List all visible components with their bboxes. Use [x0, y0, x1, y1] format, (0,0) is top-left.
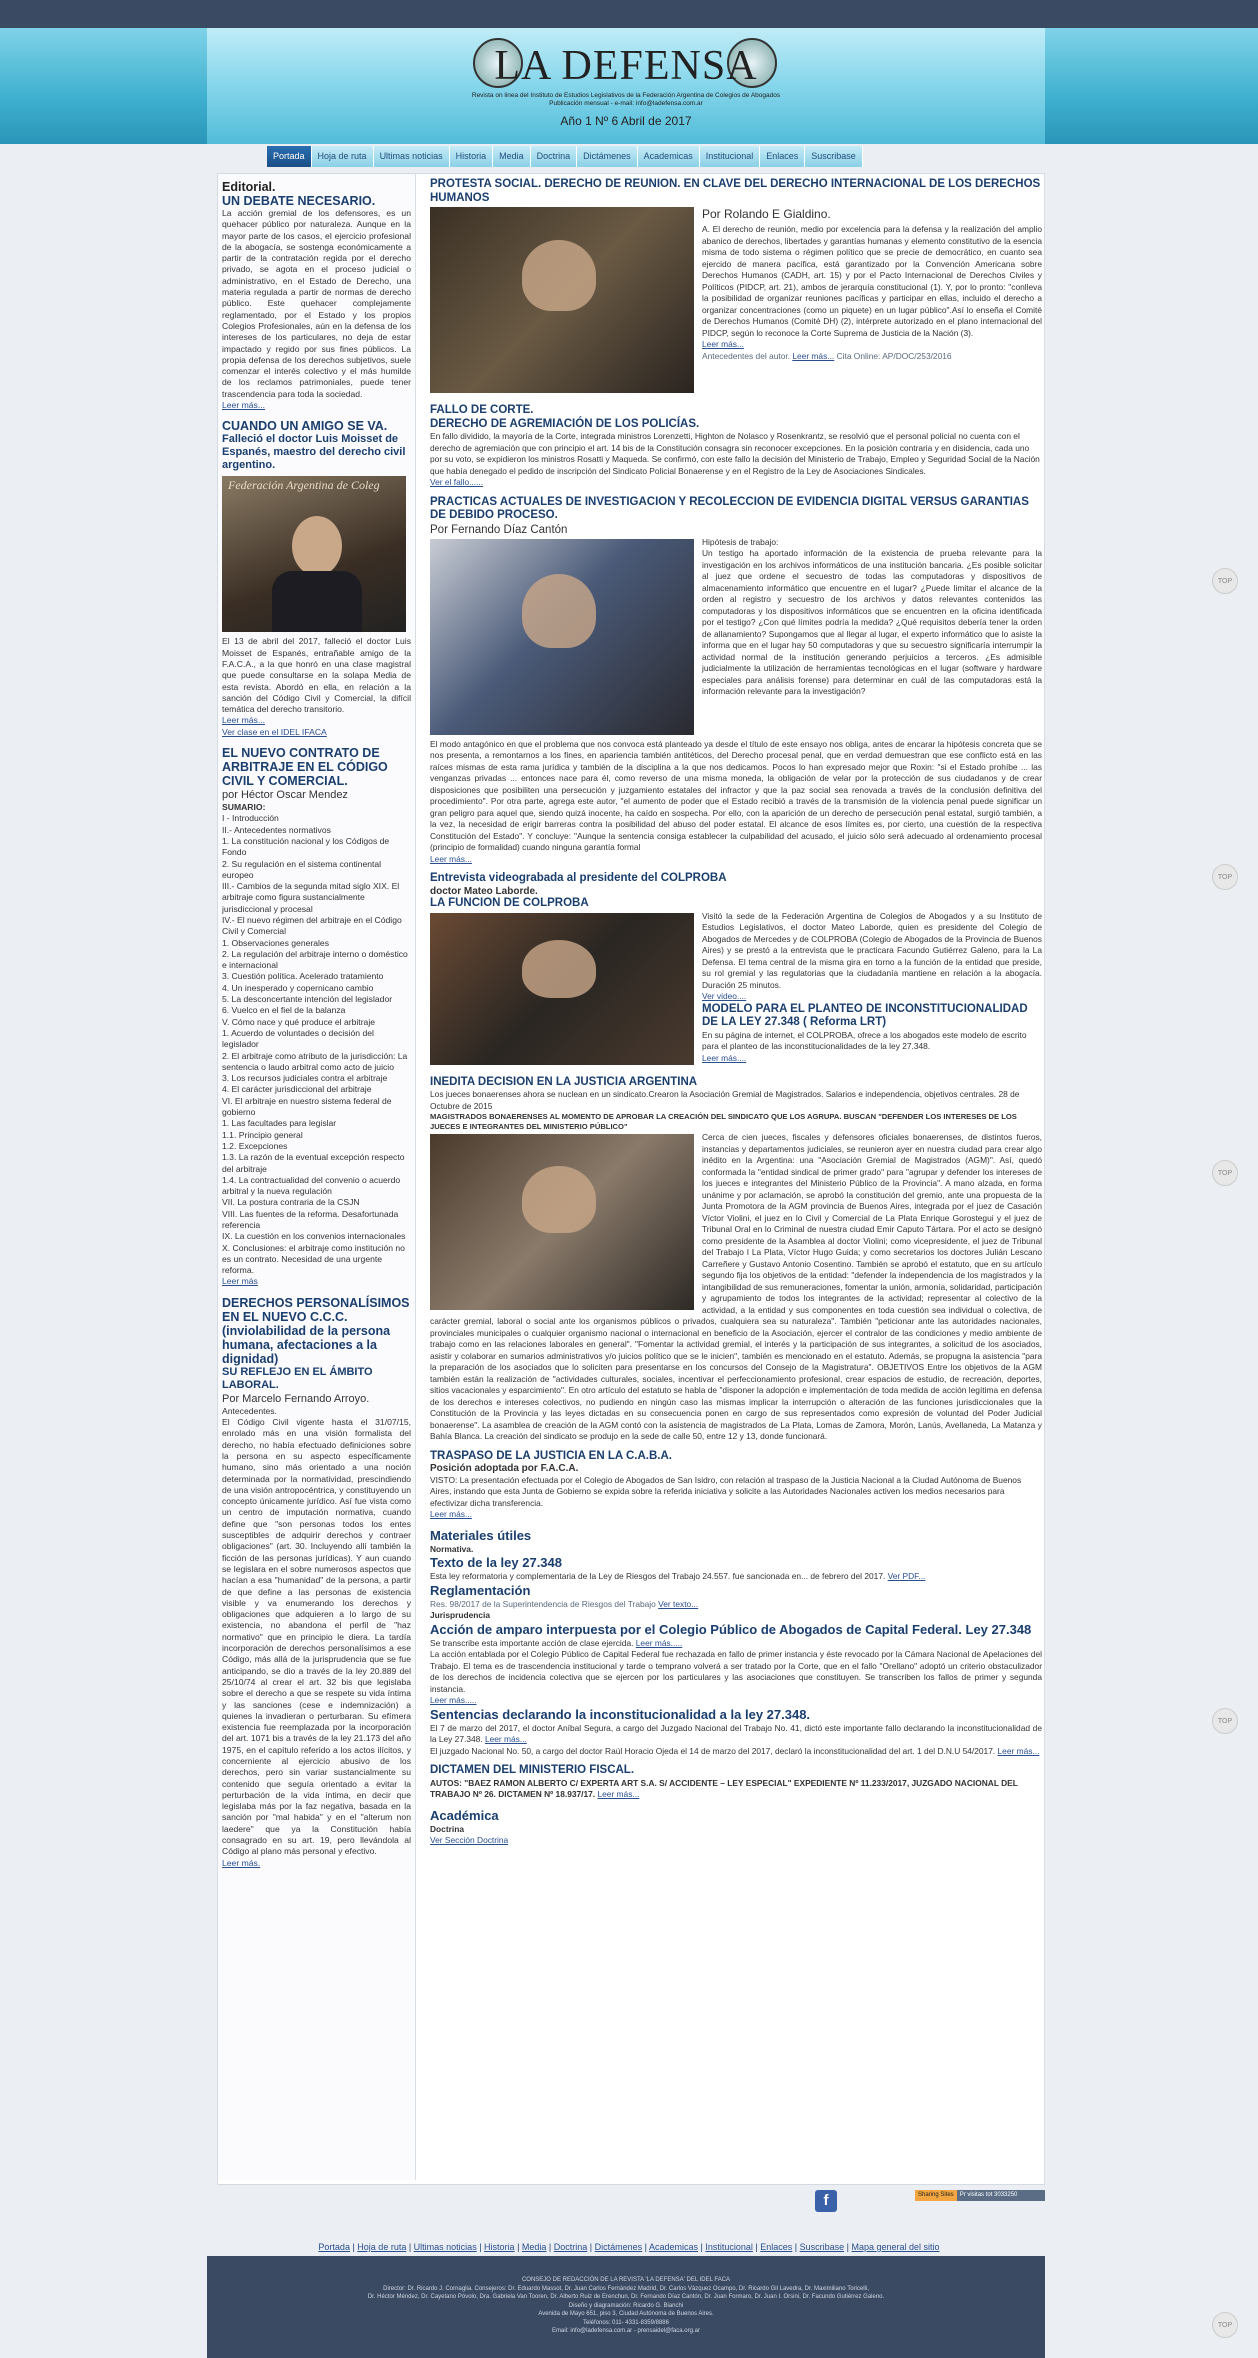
summary-item: III.- Cambios de la segunda mitad siglo XIX. El arbitraje como figura sustancialmente jurisdiccional y procesal [222, 881, 400, 914]
opinion-more-link[interactable]: Leer más... [597, 1789, 640, 1799]
nav-ultimas-noticias[interactable]: Ultimas noticias [374, 146, 450, 167]
article-body: Un testigo ha aportado información de la existencia de prueba relevante para la investigación en los archivos informáticos de una institución bancaria. ¿Es posible solicitar al juez que ordene el secuestro de todas las computadoras y dispositivos de almacenamiento informático que encuentre en el lugar? ¿Puede limitar el alcance de la orden al registro y secuestro de los archivos y datos relevantes contenidos las computadoras y los dispositivos informáticos que se encuentren en la oficina identificada por el testigo? ¿Con qué límites podría la medida? ¿Qué requisitos debería tener la orden de allanamiento? Supongamos que al llegar al lugar, el experto informático que lo asiste la informa que en el lugar hay 50 computadoras y que su secuestro significaría interrumpir la actividad normal de la institución generando perjuicios a terceros. ¿Es admisible judicialmente la utilización de herramientas tecnológicas en el lugar (software y hardware especiales para análisis forense) para determinar en cuál de las computadoras está la información relevante para la investigación? [702, 548, 1042, 696]
back-to-top-icon[interactable]: TOP [1212, 2312, 1238, 2338]
arbitration-title: EL NUEVO CONTRATO DE ARBITRAJE EN EL CÓDIGO CIVIL Y COMERCIAL. [222, 746, 388, 789]
header-banner [0, 28, 1258, 144]
summary-item: 5. La desconcertante intención del legislador [222, 994, 393, 1005]
nav-enlaces[interactable]: Enlaces [760, 146, 805, 167]
summary-item: 2. El arbitraje como atributo de la jurisdicción: La sentencia o laudo arbitral como acto de juicio [222, 1050, 408, 1072]
editorial-more-link[interactable]: Leer más... [222, 400, 265, 411]
article-lead: Los jueces bonaerenses ahora se nuclean en un sindicato.Crearon la Asociación Gremial de Magistrados. Salarios e independencia, objetivos centrales. 28 de Octubre de 2015 [430, 1089, 1020, 1111]
article-photo[interactable] [430, 1134, 694, 1310]
article-author: Por Fernando Díaz Cantón [430, 523, 568, 536]
summary-item: VII. La postura contraria de la CSJN [222, 1197, 360, 1208]
obituary-title: CUANDO UN AMIGO SE VA. [222, 419, 388, 434]
arbitration-summary [222, 802, 411, 1276]
footer-link[interactable]: Historia [484, 2242, 515, 2252]
header-subtitle [207, 92, 1045, 108]
footer-line: Diseño y diagramación: Ricardo G. Bianchi [568, 2302, 684, 2309]
opinion-title[interactable]: DICTAMEN DEL MINISTERIO FISCAL. [430, 1764, 635, 1776]
sentence-body-2: El juzgado Nacional No. 50, a cargo del doctor Raúl Horacio Ojeda el 14 de marzo del 2017, declaró la inconstitucionalidad del art. 1 del D.N.U 54/2017. [430, 1745, 996, 1756]
model-more-link[interactable]: Leer más.... [702, 1052, 747, 1063]
editorial-label: Editorial. [222, 180, 276, 194]
nav-suscribase[interactable]: Suscribase [805, 146, 863, 167]
site-logo[interactable]: LA DEFENSA [494, 43, 758, 89]
summary-item: SUMARIO: [222, 802, 266, 813]
personal-rights-author: Por Marcelo Fernando Arroyo. [222, 1392, 370, 1405]
summary-item: X. Conclusiones: el arbitraje como institución no es un contrato. Necesidad de una urgente reforma. [222, 1242, 405, 1276]
summary-item: 1.2. Excepciones [222, 1140, 288, 1151]
footer-line: Teléfonos: 011- 4331-8359/8886 [583, 2319, 669, 2326]
citation: Cita Online: AP/DOC/253/2016 [836, 350, 952, 361]
summary-item: 1.3. La razón de la eventual excepción respecto del arbitraje [222, 1152, 405, 1174]
jurisprudence-label: Jurisprudencia [430, 1610, 491, 1620]
personal-rights-subtitle: SU REFLEJO EN EL ÁMBITO LABORAL. [222, 1365, 373, 1391]
summary-item: VI. El arbitraje en nuestro sistema federal de gobierno [222, 1095, 392, 1118]
footer-line: Email: info@ladefensa.com.ar - prensaidel@faca.org.ar [552, 2328, 700, 2334]
personal-rights-more-link[interactable]: Leer más. [222, 1857, 261, 1868]
back-to-top-icon[interactable]: TOP [1212, 1708, 1238, 1734]
academic-section [430, 1808, 1042, 1847]
article-label: FALLO DE CORTE. [430, 404, 534, 416]
sharing-label: Sharing Sites [915, 2190, 957, 2201]
nav-institucional[interactable]: Institucional [700, 146, 761, 167]
personal-rights-label: Antecedentes. [222, 1405, 277, 1416]
personal-rights-body: El Código Civil vigente hasta el 31/07/15, enrolado más en una visión formalista del derecho, no había efectuado definiciones sobre la persona en su aspecto específicamente humano, sino más orientado a una noción determinada por la normatividad, prescindiendo de una visión antropocéntrica, y constituyendo un concepto únicamente jurídico. Así fue vista como un centro de imputación normativa, cuando define que "son personas todos los entes susceptibles de adquirir derechos y contraer obligaciones" (art. 30. Incluyendo allí también la ficción de las personas jurídicas). Y aun cuando se legislara en el sobre numerosos aspectos que hacían a esa "humanidad" de la persona, a partir de que define a las personas de existencia visible y va enumerando los derechos y obligaciones que adquieren a lo largo de su existencia, no abandona el perfil de "haz normativo" que en principio le diera. La tardía incorporación de derechos personalísimos a ese Código, más allá de la jurisprudencia que se fue anticipando, se dio a través de la ley 20.889 del 25/10/74 al crear el art. 32 bis que legislaba sobre el derecho a que se respete su vida íntima y las sanciones (cese e indemnización) a quienes la invadieran o perturbaran. Su efímera existencia fue reemplazada por la incorporación del art. 1071 bis a través de la ley 21.173 del año 1975, en el capítulo referido a los actos ilícitos, y concerniente al ejercicio abusivo de los derechos, pero sin variar sustancialmente su contenido que seguía orientado a evitar la perturbación de la vida íntima, en decir que legislaba más por la faz negativa, basada en la sanción por "mal habida" y en el "alterum non laedere" que ya la Constitución había consagrado en su art. 19, pero llevándola al Código al plano más personal y efectivo. [222, 1417, 411, 1857]
footer-line: CONSEJO DE REDACCIÓN DE LA REVISTA 'LA DEFENSA' DEL IDEL FACA [521, 2277, 731, 2283]
amparo-body-2: La acción entablada por el Colegio Público de Capital Federal fue rechazada en fallo de primer instancia y éste revocado por la Cámara Nacional de Apelaciones del Trabajo. El tema es de trascendencia institucional y tarde o temprano volverá a ser tratado por la Corte, que en el fallo "Orellano" adoptó un criterio obstaculizador de los derechos de incidencia colectiva que se ejercen por los particulares y las asociaciones que constituyen. Se transcriben los fallos de primer y segunda instancia. [430, 1649, 1042, 1694]
article-title[interactable]: PRÁCTICAS ACTUALES DE INVESTIGACIÓN Y RECOLECCIÓN DE EVIDENCIA DIGITAL VERSUS GARANTIAS DE DEBIDO PROCESO. [430, 495, 1029, 521]
footer-link[interactable]: Portada [318, 2242, 350, 2252]
main-nav [267, 146, 863, 167]
regulation-body: Res. 98/2017 de la Superintendencia de Riesgos del Trabajo [430, 1598, 656, 1609]
article-photo[interactable] [430, 207, 694, 393]
summary-item: 3. Los recursos judiciales contra el arbitraje [222, 1073, 388, 1084]
footer-link[interactable]: Media [521, 2242, 547, 2252]
nav-historia[interactable]: Historia [450, 146, 494, 167]
footer-link[interactable]: Enlaces [760, 2242, 793, 2252]
article-body: VISTO: La presentación efectuada por el Colegio de Abogados de San Isidro, con relación al traspaso de la Justicia Nacional a la Ciudad Autónoma de Buenos Aires, instando que esta Junta de Gobierno se expida sobre la referida iniciativa y solicite a las Autoridades Nacionales activen los medios necesarios para efectivizar dicha transferencia. [430, 1474, 1022, 1508]
summary-item: 1. La constitución nacional y los Códigos de Fondo [222, 835, 390, 858]
arbitration-more-link[interactable]: Leer más [222, 1276, 258, 1287]
photo-figure [292, 516, 342, 576]
summary-item: 2. Su regulación en el sistema continental europeo [222, 858, 382, 880]
normativa-label: Normativa. [430, 1543, 474, 1554]
arbitration-author: por Héctor Oscar Mendez [222, 789, 348, 802]
summary-item: 1. Acuerdo de voluntades o decisión del legislador [222, 1027, 374, 1050]
summary-item: 4. El carácter jurisdiccional del arbitraje [222, 1084, 372, 1095]
footer-link[interactable]: Hoja de ruta [357, 2242, 407, 2252]
article-caption: MAGISTRADOS BONAERENSES AL MOMENTO DE APROBAR LA CREACIÓN DEL SINDICATO QUE LOS AGRUPA. BUSCAN "DEFENDER LOS INTERESES DE LOS JUECES E INTEGRANTES DEL MINISTERIO PÚBLICO" [430, 1112, 1017, 1131]
obituary-photo[interactable] [222, 476, 406, 632]
article-title[interactable]: TRASPASO DE LA JUSTICIA EN LA C.A.B.A. [430, 1449, 672, 1462]
model-title[interactable]: MODELO PARA EL PLANTEO DE INCONSTITUCIONALIDAD DE LA LEY 27.348 ( Reforma LRT) [702, 1002, 1028, 1028]
article-more-link[interactable]: Leer más... [702, 339, 744, 349]
footer-line: Dr. Héctor Méndez, Dr. Cayetano Póvolo, Dra. Gabriela Van Tooren, Dr. Alberto Ruiz de Erenchun, Dr. Fernando Díaz Cantón, Dr. Juan Formaro, Dr. Juan I. Orsini, Dr. Facundo Gutiérrez Galeno. [367, 2294, 885, 2300]
personal-rights-block [222, 1296, 411, 1869]
summary-item: 4. Un inesperado y copernicano cambio [222, 982, 374, 993]
visit-counter-badge[interactable] [915, 2190, 1045, 2201]
article-protest [430, 178, 1042, 397]
author-more-link[interactable]: Leer más... [792, 350, 835, 361]
nav-academicas[interactable]: Academicas [638, 146, 700, 167]
edition-label: Año 1 Nº 6 Abril de 2017 [560, 114, 692, 128]
summary-item: I - Introducción [222, 813, 279, 824]
summary-item: 1. Las facultades para legislar [222, 1118, 337, 1129]
arbitration-block [222, 746, 411, 1288]
nav-portada[interactable]: Portada [267, 146, 312, 167]
footer-line: Avenida de Mayo 651, piso 3, Ciudad Autónoma de Buenos Aires. [538, 2311, 714, 2317]
article-more-link[interactable]: Leer más... [430, 1509, 472, 1519]
back-to-top-icon[interactable]: TOP [1212, 864, 1238, 890]
personal-rights-title: DERECHOS PERSONALÍSIMOS EN EL NUEVO C.C.C. (inviolabilidad de la persona humana, afectaciones a la dignidad) [222, 1295, 410, 1366]
summary-item: 1.1. Principio general [222, 1129, 303, 1140]
video-thumbnail[interactable] [430, 913, 694, 1065]
photo-banner-text: Federación Argentina de Coleg [228, 478, 380, 493]
photo-figure-body [272, 571, 362, 632]
subtitle-line: Revista on linea del Instituto de Estudios Legislativos de la Federación Argentina de Colegios de Abogados [471, 92, 781, 99]
article-author: Por Rolando E Gialdino. [702, 207, 831, 221]
article-body: Visitó la sede de la Federación Argentina de Colegios de Abogados y a su Instituto de Estudios Legislativos, el doctor Mateo Laborde, quien es presidente del Colegio de Abogados de Mercedes y de COLPROBA (Colegio de Abogados de la Provincia de Buenos Aires) y se prestó a la entrevista que le practicara Facundo Gutiérrez Galeno, para la La Defensa. El tema central de la misma gira en torno a la función de la entidad que preside, su rol gremial y las regulatorias que la ciudadanía mantiene en relación a la abogacía. Duración 25 minutos. [702, 910, 1042, 990]
article-subtitle: LA FUNCION DE COLPROBA [430, 897, 589, 909]
nav-doctrina[interactable]: Doctrina [531, 146, 578, 167]
amparo-more-link[interactable]: Leer más..... [635, 1637, 683, 1648]
law-title[interactable]: Texto de la ley 27.348 [430, 1555, 562, 1570]
footer-link[interactable]: Academicas [649, 2242, 699, 2252]
summary-item: IX. La cuestión en los convenios internacionales [222, 1231, 406, 1242]
summary-item: 1.4. La contractualidad del convenio o acuerdo arbitral y la nueva regulación [222, 1174, 401, 1197]
model-body: En su página de internet, el COLPROBA, ofrece a los abogados este modelo de escrito para el planteo de las inconstitucionalidades de la ley 27.348. [702, 1029, 1027, 1051]
article-title[interactable]: PROTESTA SOCIAL. DERECHO DE REUNIÓN. EN CLAVE DEL DERECHO INTERNACIONAL DE LOS DERECHOS HUMANOS [430, 178, 1041, 204]
obituary-block [222, 419, 411, 738]
summary-item: 2. La regulación del arbitraje interno o doméstico e internacional [222, 948, 408, 971]
academic-title: Académica [430, 1807, 499, 1823]
obituary-more-link[interactable]: Leer más... [222, 715, 265, 726]
header-inner [207, 28, 1045, 144]
obituary-subtitle: Falleció el doctor Luis Moisset de Espanés, maestro del derecho civil argentino. [222, 433, 406, 472]
doctrine-link[interactable]: Ver Sección Doctrina [430, 1835, 509, 1845]
materials-title: Materiales útiles [430, 1527, 532, 1543]
doctrine-label: Doctrina [430, 1823, 464, 1834]
obituary-body: El 13 de abril del 2017, falleció el doctor Luis Moisset de Espanés, entrañable amigo de la F.A.C.A., a la que honró en una clase magistral que puede consultarse en la solapa Media de esta revista. Abordó en ella, en relación a la sanción del Código Civil y Comercial, la difícil temática del derecho transitorio. [222, 636, 411, 715]
summary-item: V. Cómo nace y qué produce el arbitraje [222, 1016, 376, 1027]
facebook-icon[interactable]: f [815, 2190, 837, 2212]
summary-item: 3. Cuestión política. Acelerado tratamiento [222, 971, 384, 982]
content-wrapper [217, 173, 1045, 2185]
editorial-title: UN DEBATE NECESARIO. [222, 194, 376, 208]
pdf-link[interactable]: Ver PDF... [887, 1571, 926, 1581]
article-body: A. El derecho de reunión, medio por excelencia para la defensa y la realización del amplio abanico de derechos, libertades y garantías humanas y elemento constitutivo de la esencia misma de todo sistema o régimen político que se precie de democrático, en cuanto sea ejercido de manera pacífica, está garantizado por la Convención Americana sobre Derechos Humanos (CADH, art. 15) y por el Pacto Internacional de Derechos Civiles y Políticos (PIDCP, art. 21), ambos de jerarquía constitucional (1). Y, por lo pronto: "conlleva la posibilidad de organizar reuniones pacíficas y participar en ellas, incluido el derecho a organizar concentraciones (como un piquete) en un lugar público".Así lo enseña el Comité de Derechos Humanos (Comité DH) (2), intérprete autorizado en el plano internacional del PIDCP, según lo reconoce la Corte Suprema de Justicia de la Nación (3). [702, 224, 1042, 338]
back-to-top-icon[interactable]: TOP [1212, 1160, 1238, 1186]
video-link[interactable]: Ver video.... [702, 991, 747, 1001]
nav-media[interactable]: Media [493, 146, 531, 167]
article-title[interactable]: Entrevista videograbada al presidente del COLPROBA [430, 872, 727, 884]
subtitle-email: Publicación mensual - e-mail: info@ladefensa.com.ar [549, 100, 703, 107]
left-column [218, 174, 416, 2180]
editorial-block [222, 180, 411, 411]
summary-item: VIII. Las fuentes de la reforma. Desafortunada referencia [222, 1208, 399, 1230]
sentences-title[interactable]: Sentencias declarando la inconstitucionalidad a la ley 27.348. [430, 1706, 811, 1722]
nav-dictamenes[interactable]: Dictámenes [577, 146, 638, 167]
article-subtitle: Posición adoptada por F.A.C.A. [430, 1463, 579, 1474]
article-title[interactable]: INEDITA DECISION EN LA JUSTICIA ARGENTINA [430, 1075, 698, 1088]
article-photo[interactable] [430, 539, 694, 735]
law-body: Esta ley reformatoria y complementaria de la Ley de Riesgos del Trabajo 24.557. fue sancionada en... de febrero del 2017. [430, 1571, 886, 1581]
article-digital-evidence [430, 496, 1042, 866]
summary-item: II.- Antecedentes normativos [222, 824, 331, 835]
obituary-video-link[interactable]: Ver clase en el IDEL IFACA [222, 726, 327, 737]
summary-item: IV.- El nuevo régimen del arbitraje en el Código Civil y Comercial [222, 914, 402, 937]
interviewee-name: doctor Mateo Laborde. [430, 885, 538, 897]
amparo-body: Se transcribe esta importante acción de clase ejercida. [430, 1637, 634, 1648]
article-body: Cerca de cien jueces, fiscales y defensores oficiales bonaerenses, de distintos fueros, instancias y departamentos judiciales, se reunieron ayer en nuestra ciudad para crear algo inédito en la Argentina: una "Asociación Gremial de Magistrados (AGM)". Así, quedó conformada la "entidad sindical de primer grado" para "agrupar y defender los intereses de los jueces e integrantes del Ministerio Público de la Provincia". A mano alzada, en forma unánime y por aclamación, se aprobó la constitución del gremio, ante una propuesta de la Junta Promotora de la AGM provincia de Buenos Aires, integrada por el juez de Casación Víctor Violini, el juez en lo Civil y Comercial de La Plata Enrique Gorostegui y el juez de Tribunal Oral en lo Criminal de nuestra ciudad Emir Caputo Tártara. Por el acto se designó como presidente de la Asamblea al doctor Violini; como vicepresidente, el juez de Tribunal del Trabajo I La Plata, Víctor Hugo Guida; y como secretarios los doctores Julián Lescano Carreñere y Gustavo Antonio Cosentino. También se aprobó el estatuto, que en su artículo segundo fija los objetivos de la entidad: "defender la independencia de los magistrados y la intangibilidad de sus remuneraciones, fomentar la unión, armonía, solidaridad, participación y agrupamiento de todos los integrantes de la actividad; representar al colectivo de la actividad, a la entidad y sus componentes en toda cuestión sea individual o colectiva, de carácter gremial, laboral o social ante los organismos públicos o privados, cualquiera sea su naturaleza". También "peticionar ante las autoridades nacionales, provinciales municipales o cualquier organismo nacional o internacional en beneficio de la Asociación, ejercer el contralor de las condiciones y medio ambiente de trabajo como en las relaciones laborales en general". "Fomentar la actividad gremial, el interés y la participación de sus integrantes, a solicitud de los asociados, asistir y colaborar en sumarios administrativos y/o juicios político que se le inicien", también es mencionado en el estatuto. Además, se propugna la asistencia "para la preparación de los asociados que lo soliciten para presentarse en los concursos del Consejo de la Magistratura". OBJETIVOS Entre los objetivos de la AGM también están la realización de "actividades culturales, sociales, incentivar el perfeccionamiento profesional, crear espacios de estudio, de recreación, deportes, sitios vacacionales y esparcimiento". En otro artículo del estatuto se habla de "disponer la adopción e implementación de toda medida de acción legítima en defensa de los derechos e intereses colectivos, no pudiendo en ningún caso las mismas implicar la interrupción o alteración de las funciones jurisdiccionales que la Constitución de la Provincia y las leyes dictadas en su consecuencia ponen en cargo de sus representados como expresión de voluntad del Poder Judicial bonaerense". La asamblea de creación de la AGM contó con la asistencia de magistrados de La Plata, Lomas de Zamora, Morón, Lanús, Avellaneda, La Matanza y Bahía Blanca. La creación del sindicato se produjo en la sede de calle 50, entre 12 y 13, donde funcionará. [430, 1132, 1042, 1441]
useful-materials [430, 1528, 1042, 1758]
regulation-link[interactable]: Ver texto... [658, 1598, 699, 1609]
article-colproba [430, 872, 1042, 1069]
summary-item: 6. Vuelco en el fiel de la balanza [222, 1005, 346, 1016]
article-transfer [430, 1450, 1042, 1521]
article-judges-union [430, 1076, 1042, 1443]
sentence-more-link-2[interactable]: Leer más... [997, 1745, 1040, 1756]
visits-label: Pr visitas tot 3033250 [957, 2190, 1045, 2201]
footer-line: Director: Dr. Ricardo J. Cornaglia. Consejeros: Dr. Eduardo Massot, Dr. Juan Carlos Fernández Madrid, Dr. Carlos Vázquez Ocampo, Dr. Ricardo Gil Lavedra, Dr. Maximiliano Toricelli, [383, 2285, 869, 2292]
author-background-label: Antecedentes del autor. [702, 350, 791, 361]
sentence-more-link[interactable]: Leer más... [484, 1734, 527, 1744]
top-bar [0, 0, 1258, 28]
footer-link[interactable]: Dictámenes [594, 2242, 643, 2252]
article-more-link[interactable]: Leer más... [430, 853, 472, 864]
article-title[interactable]: DERECHO DE AGREMIACIÓN DE LOS POLICÍAS. [430, 417, 700, 430]
editorial-body: La acción gremial de los defensores, es un quehacer público por naturaleza. Aunque en la mayor parte de los casos, el ejercicio profesional de la abogacía, se sostenga económicamente a partir de la contratación regida por el derecho privado, se agota en el proceso judicial o administrativo, en el Estado de Derecho, una materia regulada a partir de normas de derecho público. Este quehacer complejamente reglamentado, por el Estado y los propios Colegios Profesionales, aún en la defensa de los intereses de los particulares, no deja de estar impactado y regido por sus fines públicos. La propia defensa de los derechos subjetivos, suele comenzar el interés colectivo y el más humilde de los reclamos patrimoniales, puede tener trascendencia para toda la sociedad. [222, 208, 411, 399]
article-body-continued: El modo antagónico en que el problema que nos convoca está planteado ya desde el título de este ensayo nos obliga, antes de encarar la hipótesis concreta que se nos presenta, a remontarnos a los fines, en apariencia también antitéticos, del Derecho procesal penal, que en verdad demuestran que ese conflicto está en las raíces mismas de esta rama jurídica y también de la disciplina a la que nos dedicamos. Pocos lo han expresado mejor que Roxin: "si el Estado prohíbe ... las venganzas privadas ... entonces nace para él, como reverso de una misma moneda, la obligación de velar por la protección de sus ciudadanos y de crear disposiciones que posibiliten una persecución y juzgamiento estatales del infractor y que la paz social sea renovada a través de la conclusión definitiva del procedimiento". Por otra parte, agrega este autor, "el aumento de poder que el Estado recibió a través de la transmisión de la violencia penal puede significar un gran peligro para aquel que, siendo quizá inocente, ha caído en sospecha. Por ello, con la aparición de un derecho de persecución penal estatal, surgió también, a la vez, la necesidad de erigir barreras contra la posibilidad del abuso del poder estatal. El alcance de esos límites es, por cierto, una cuestión de la respectiva Constitución del Estado". Y concluye: "Aunque la sentencia consiga establecer la culpabilidad del acusado, el juicio sólo será adecuado al ordenamiento procesal (principio de formalidad) cuando ninguna garantía formal [430, 738, 1042, 852]
amparo-title[interactable]: Acción de amparo interpuesta por el Colegio Público de Abogados de Capital Federal. Ley 27.348 [430, 1621, 1032, 1637]
footer-link[interactable]: Suscribase [799, 2242, 845, 2252]
amparo-more-link-2[interactable]: Leer más..... [430, 1695, 477, 1705]
prosecutor-opinion [430, 1764, 1042, 1801]
footer-links: Portada | Hoja de ruta | Ultimas noticias | Historia | Media | Doctrina | Dictámenes | Academicas | Institucional | Enlaces | Suscribase | Mapa general del sitio [318, 2242, 940, 2252]
article-police-union [430, 404, 1042, 489]
back-to-top-icon[interactable]: TOP [1212, 568, 1238, 594]
article-lead: Hipótesis de trabajo: [702, 536, 779, 547]
sentence-body: El 7 de marzo del 2017, el doctor Aníbal Segura, a cargo del Juzgado Nacional del Trabajo No. 41, dictó este importante fallo declarando la inconstitucionalidad de la Ley 27.348. [430, 1722, 1042, 1744]
summary-item: 1. Observaciones generales [222, 937, 330, 948]
article-body: En fallo dividido, la mayoría de la Corte, integrada ministros Lorenzetti, Highton de Nolasco y Rosenkrantz, se resolvió que el personal policial no cuenta con el derecho de agremiación que con principio el art. 14 bis de la Constitución consagra sin reconocer excepciones. En la posición contraria y en disidencia, cada uno por su voto, se expidieron los ministros Rosatti y Maqueda. Se confirmó, con este fallo la decisión del Ministerio de Trabajo, Empleo y Seguridad Social de la Nación que había denegado el pedido de inscripción del Sindicato Policial Bonaerense y en el Registro de la Ley de Asociaciones Sindicales. [430, 431, 1040, 476]
nav-hoja-de-ruta[interactable]: Hoja de ruta [312, 146, 374, 167]
footer-link[interactable]: Institucional [705, 2242, 753, 2252]
footer-link[interactable]: Ultimas noticias [413, 2242, 477, 2252]
opinion-body: AUTOS: "BAEZ RAMON ALBERTO C/ EXPERTA ART S.A. S/ ACCIDENTE – LEY ESPECIAL" EXPEDIENTE Nº 11.233/2017, JUZGADO NACIONAL DEL TRABAJO Nº 26. DICTAMEN Nº 18.937/17. [430, 1777, 1018, 1799]
ruling-link[interactable]: Ver el fallo...... [430, 477, 484, 487]
footer-link[interactable]: Mapa general del sitio [851, 2242, 940, 2252]
regulation-title[interactable]: Reglamentación [430, 1582, 531, 1598]
footer-link[interactable]: Doctrina [553, 2242, 588, 2252]
main-column [430, 174, 1042, 1854]
footer [207, 2256, 1045, 2358]
